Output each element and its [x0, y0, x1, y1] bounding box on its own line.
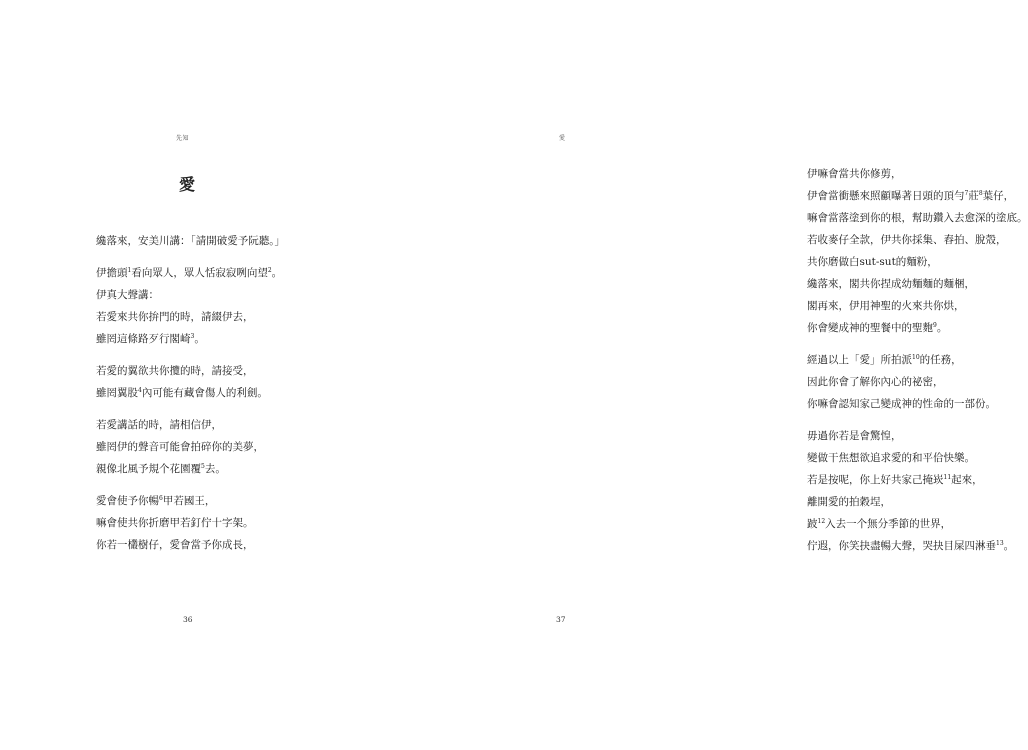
line-text: 若愛講話的時，請相信伊， [96, 419, 222, 431]
poem-line [96, 512, 285, 534]
line-text: 莊 [968, 190, 979, 202]
line-text: 的任務， [919, 354, 962, 366]
poem-body [807, 163, 1028, 557]
poem-line [807, 295, 1028, 317]
line-text: 變做干焦想欲追求愛的和平佮快樂。 [807, 452, 975, 464]
poem-line [807, 425, 1028, 447]
footnote-marker: 8 [978, 190, 983, 197]
stanza-gap [96, 404, 285, 414]
line-text: 你嘛會認知家己變成神的性命的一部份。 [807, 398, 996, 410]
right-page [375, 0, 1028, 750]
poem-body [96, 230, 285, 556]
line-text: 嘛會使共你折磨甲若釘佇十字架。 [96, 517, 254, 529]
poem-line [96, 284, 285, 306]
line-text: 你若一欉樹仔，愛會當予你成長， [96, 539, 254, 551]
poem-line [807, 207, 1028, 229]
line-text: 伊嘛會當共你修剪， [807, 168, 902, 180]
poem-line [807, 229, 1028, 251]
line-text: 起來， [951, 474, 983, 486]
page-number: 37 [556, 615, 566, 624]
line-text: 你會變成神的聖餐中的聖麭 [807, 322, 933, 334]
poem-line [807, 163, 1028, 185]
footnote-marker: 13 [996, 540, 1004, 547]
line-text: 入去一个無分季節的世界， [825, 518, 952, 530]
poem-line [96, 230, 285, 252]
poem-line [96, 306, 285, 328]
poem-line [807, 185, 1028, 207]
line-text: 離開愛的拍穀埕， [807, 496, 891, 508]
line-text: 看向眾人，眾人恬寂寂咧向望 [131, 267, 268, 279]
poem-line [96, 360, 285, 382]
footnote-marker: 5 [201, 463, 205, 470]
poem-line [807, 251, 1028, 273]
line-text: 。 [194, 333, 205, 345]
poem-line [807, 469, 1028, 491]
line-text: 內可能有藏會傷人的利劍。 [141, 387, 268, 399]
line-text: 伊會當衝懸來照顧曝著日頭的頂勻 [807, 190, 965, 202]
poem-line [96, 436, 285, 458]
page-number: 36 [183, 615, 193, 624]
line-text: 伊真大聲講： [96, 289, 159, 301]
line-text: 若收麥仔全款，伊共你採集、舂拍、脫殼， [807, 234, 1007, 246]
line-text: 甲若國王， [162, 495, 216, 507]
line-text: 若愛來共你拚門的時，請綴伊去， [96, 311, 254, 323]
line-text: 共你磨做白sut-sut的麵粉， [807, 256, 938, 268]
line-text: 若是按呢，你上好共家己掩崁 [807, 474, 944, 486]
running-head: 愛 [559, 135, 566, 142]
line-text: 纔落來，安美川講：「請開破愛予阮聽。」 [96, 235, 285, 247]
poem-line [807, 317, 1028, 339]
poem-line [96, 262, 285, 284]
footnote-marker: 1 [127, 267, 132, 274]
line-text: 閣再來，伊用神聖的火來共你烘， [807, 300, 965, 312]
line-text: 雖罔伊的聲音可能會拍碎你的美夢， [96, 441, 264, 453]
line-text: 伊擔頭 [96, 267, 128, 279]
line-text: 去。 [204, 463, 226, 475]
line-text: 因此你會了解你內心的祕密， [807, 376, 944, 388]
poem-line [96, 414, 285, 436]
poem-line [807, 535, 1028, 557]
line-text: 雖罔這條路歹行閣崎 [96, 333, 191, 345]
stanza-gap [807, 415, 1028, 425]
footnote-marker: 11 [943, 474, 952, 481]
poem-line [807, 349, 1028, 371]
line-text: 經過以上「愛」所拍派 [807, 354, 912, 366]
poem-line [96, 534, 285, 556]
line-text: 跛 [807, 518, 818, 530]
footnote-marker: 3 [190, 333, 195, 340]
poem-line [807, 371, 1028, 393]
stanza-gap [807, 339, 1028, 349]
footnote-marker: 12 [817, 518, 826, 525]
line-text: 愛會使予你暢 [96, 495, 159, 507]
line-text: 若愛的翼欲共你攬的時，請接受， [96, 365, 254, 377]
line-text: 葉仔， [982, 190, 1015, 202]
poem-line [96, 328, 285, 350]
footnote-marker: 7 [964, 190, 969, 197]
stanza-gap [96, 252, 285, 262]
line-text: 。 [271, 267, 283, 279]
poem-line [807, 393, 1028, 415]
footnote-marker: 6 [159, 495, 163, 502]
poem-line [807, 273, 1028, 295]
line-text: 雖罔翼股 [96, 387, 138, 399]
line-text: 嘛會當落塗到你的根，幫助鑽入去愈深的塗底。 [807, 212, 1028, 224]
poem-line [807, 447, 1028, 469]
poem-line [96, 458, 285, 480]
footnote-marker: 9 [933, 322, 937, 329]
poem-line [807, 513, 1028, 535]
line-text: 。 [936, 322, 948, 334]
stanza-gap [96, 480, 285, 490]
footnote-marker: 10 [912, 354, 920, 361]
poem-line [96, 490, 285, 512]
footnote-marker: 4 [138, 387, 142, 394]
poem-line [96, 382, 285, 404]
line-text: 毋過你若是會驚惶， [807, 430, 902, 442]
footnote-marker: 2 [267, 267, 272, 274]
line-text: 親像北風予規个花園覆 [96, 463, 201, 475]
line-text: 佇遐，你笑抉盡暢大聲，哭抉目屎四淋垂 [807, 540, 996, 552]
left-page [0, 0, 375, 750]
chapter-title: 愛 [179, 175, 196, 194]
line-text: 。 [1003, 540, 1015, 552]
running-head: 先知 [176, 135, 190, 142]
stanza-gap [96, 350, 285, 360]
line-text: 纔落來，閣共你捏成幼麵麵的麵梱， [807, 278, 975, 290]
poem-line [807, 491, 1028, 513]
